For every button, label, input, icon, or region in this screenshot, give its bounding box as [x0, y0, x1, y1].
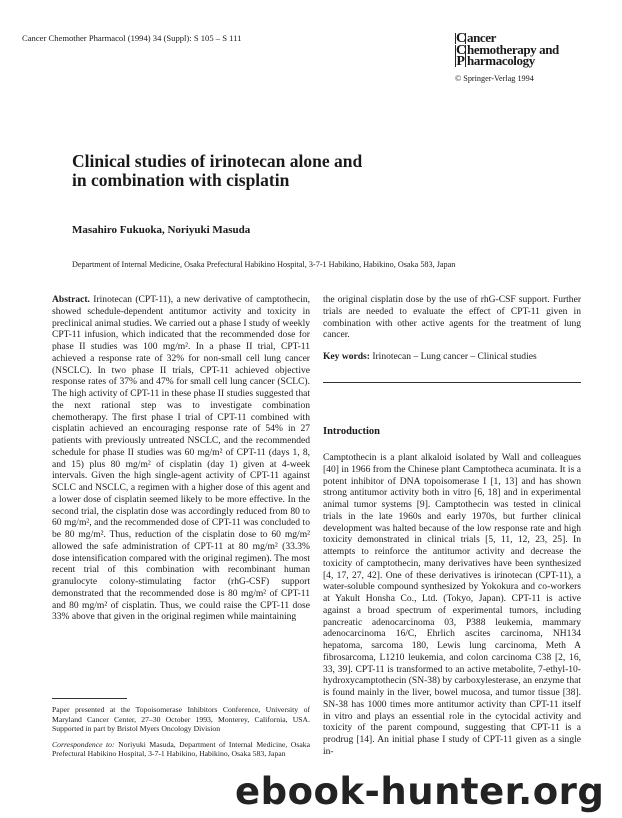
footnote-correspondence — [52, 740, 310, 759]
publisher-copyright: © Springer-Verlag 1994 — [455, 73, 534, 83]
footnote-presentation: Paper presented at the Topoisomerase Inhibitors Conference, University of Maryland Cancer Center, 27–30 October 1993, Monterey, California, USA. Supported in part by Bristol Myers Oncology Division — [52, 705, 310, 734]
watermark: ebook-hunter.org — [235, 770, 605, 813]
journal-logo-line-2: Chemotherapy and — [456, 41, 559, 58]
keywords-text: Irinotecan – Lung cancer – Clinical studies — [372, 351, 537, 362]
journal-logo-line-1: Cancer — [456, 30, 497, 46]
correspondence-label: Correspondence to: — [52, 739, 115, 749]
article-title: Clinical studies of irinotecan alone and in combination with cisplatin — [72, 151, 363, 190]
footnote-divider — [52, 698, 127, 699]
abstract-continuation-column — [323, 294, 581, 363]
journal-citation: Cancer Chemother Pharmacol (1994) 34 (Suppl): S 105 – S 111 — [22, 33, 242, 43]
journal-logo — [455, 32, 610, 83]
introduction-heading: Introduction — [323, 426, 380, 437]
introduction-body — [323, 452, 581, 758]
abstract-label: Abstract. — [52, 294, 90, 305]
section-divider — [323, 382, 581, 383]
abstract-continuation: the original cisplatin dose by the use of rhG-CSF support. Further trials are needed to evaluate the effect of CPT-11 given in combination with other active agents for the treatment of lung cancer. — [323, 294, 581, 341]
journal-logo-line-3: P harmacology — [456, 53, 535, 69]
correspondence-text: Noriyuki Masuda, Department of Internal Medicine, Osaka Prefectural Habikino Hospital, 3-7-1 Habikino, Habikino, Osaka 583, Japan — [52, 739, 311, 759]
keywords-label: Key words: — [323, 351, 370, 362]
footnotes — [52, 705, 310, 765]
keywords — [323, 351, 581, 363]
introduction-paragraph: Camptothecin is a plant alkaloid isolated by Wall and colleagues [40] in 1966 from the Chinese plant Camptotheca acuminata. It is a potent inhibitor of DNA topoisomerase I [1, 13] and has shown strong antitumor activity both in vitro [6, 18] and in experimental animal tumor systems [9]. Camptothecin was tested in clinical trials in the late 1960s and early 1970s, but further clinical development was halted because of the low response rate and high toxicity demonstrated in clinical trials [5, 11, 12, 23, 25]. In attempts to reinforce the antitumor activity and decrease the toxicity of camptothecin, many derivatives have been synthesized [4, 17, 27, 42]. One of these derivatives is irinotecan (CPT-11), a water-soluble compound synthesized by Yokokura and co-workers at Yakult Honsha Co., Ltd. (Tokyo, Japan). CPT-11 is active against a broad spectrum of experimental tumors, including pancreatic adenocarcinoma 03, P388 leukemia, mammary adenocarcinoma 16/C, Ehrlich ascites carcinoma, NH134 hepatoma, sarcoma 180, Lewis lung carcinoma, Meth A fibrosarcoma, L1210 leukemia, and colon carcinoma C38 [2, 16, 33, 39]. CPT-11 is transformed to an active metabolite, 7-ethyl-10-hydroxycamptothecin (SN-38) by carboxylesterase, an enzyme that is found mainly in the liver, bowel mucosa, and tumor tissue [38]. SN-38 has 1000 times more antitumor activity than CPT-11 itself in vitro and plays an essential role in the cytocidal activity and toxicity of the parent compound, suggesting that CPT-11 is a prodrug [14]. An initial phase I study of CPT-11 given as a single in- — [323, 452, 581, 757]
abstract-text: Irinotecan (CPT-11), a new derivative of camptothecin, showed schedule-dependent antitumor activity and toxicity in preclinical animal studies. We carried out a phase I study of weekly CPT-11 infusion, which indicated that the recommended dose for phase II studies was 100 mg/m². In a phase II trial, CPT-11 achieved a response rate of 32% for non-small cell lung cancer (NSCLC). In two phase II trials, CPT-11 achieved objective response rates of 37% and 47% for small cell lung cancer (SCLC). The high activity of CPT-11 in these phase II studies suggested that the next rational step was to investigate combination chemotherapy. The first phase I trial of CPT-11 combined with cisplatin achieved an encouraging response rate of 54% in 27 patients with previously untreated NSCLC, and the recommended schedule for phase II studies was 60 mg/m² of CPT-11 (days 1, 8, and 15) plus 80 mg/m² of cisplatin (day 1) given at 4-week intervals. Given the high single-agent activity of CPT-11 against SCLC and NSCLC, a regimen with a higher dose of this agent and a lower dose of cisplatin seemed likely to be more effective. In the second trial, the cisplatin dose was accordingly reduced from 80 to 60 mg/m², and the recommended dose of CPT-11 was concluded to be 80 mg/m². Thus, reduction of the cisplatin dose to 60 mg/m² allowed the safe administration of CPT-11 at 80 mg/m² (33.3% dose intensification compared with the original regimen). The most recent trial of this combination with recombinant human granulocyte colony-stimulating factor (rhG-CSF) support demonstrated that the recommended dose is 80 mg/m² of CPT-11 and 80 mg/m² of cisplatin. Thus, we could raise the CPT-11 dose 33% above that given in the original regimen while maintaining — [52, 294, 311, 623]
author-affiliation: Department of Internal Medicine, Osaka Prefectural Habikino Hospital, 3-7-1 Habikino, Habikino, Osaka 583, Japan — [72, 260, 456, 269]
abstract-column — [52, 294, 310, 623]
article-authors: Masahiro Fukuoka, Noriyuki Masuda — [72, 224, 251, 236]
abstract-paragraph — [52, 294, 310, 623]
